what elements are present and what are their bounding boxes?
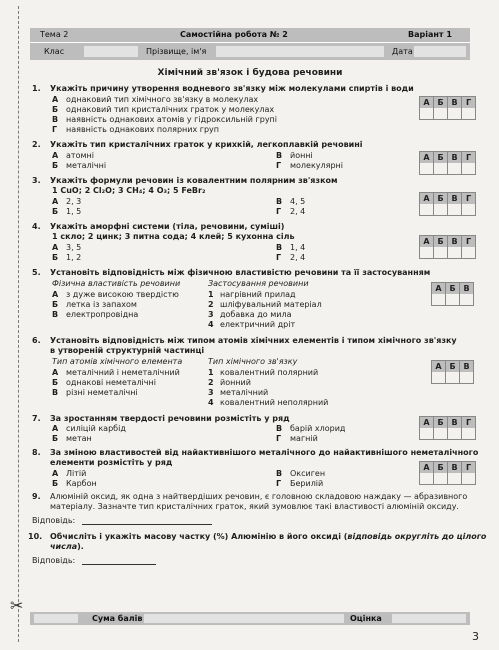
class-label: Клас	[44, 47, 65, 56]
page-title: Хімічний зв'язок і будова речовини	[157, 68, 343, 78]
answer-grid-q3[interactable]: А Б В Г	[419, 192, 475, 216]
question-number: 1.	[32, 84, 41, 93]
answer-grid-q2[interactable]: А Б В Г	[419, 151, 475, 175]
answer-grid-q8[interactable]: А Б В Г	[419, 461, 475, 485]
question-text: Укажіть причину утворення водневого зв'язку між молекулами спиртів і води	[50, 84, 414, 93]
scissors-icon: ✂	[10, 596, 24, 615]
theme-label: Тема 2	[40, 30, 69, 39]
grade-field[interactable]	[392, 614, 466, 623]
cut-line	[18, 6, 20, 642]
date-label: Дата	[392, 47, 413, 56]
header-bar	[30, 28, 470, 60]
footer-bar	[30, 612, 470, 625]
answer-grid-q1[interactable]: А Б В Г	[419, 96, 475, 120]
answer-grid-q4[interactable]: А Б В Г	[419, 235, 475, 259]
answer-grid-q6[interactable]: А Б В	[431, 360, 473, 384]
work-title: Самостійна робота № 2	[180, 30, 288, 39]
variant-label: Варіант 1	[408, 30, 452, 39]
grade-label: Оцінка	[350, 614, 382, 623]
answer-grid-q5[interactable]: А Б В	[431, 282, 473, 306]
q9-answer-field[interactable]	[82, 516, 212, 525]
q9-answer-label: Відповідь:	[32, 516, 76, 525]
sum-label: Сума балів	[92, 614, 143, 623]
class-field[interactable]	[84, 46, 138, 57]
date-field[interactable]	[414, 46, 466, 57]
name-field[interactable]	[216, 46, 384, 57]
sum-field[interactable]	[144, 614, 344, 623]
name-label: Прізвище, ім'я	[146, 47, 207, 56]
q10-answer-label: Відповідь:	[32, 556, 76, 565]
q10-answer-field[interactable]	[82, 556, 156, 565]
answer-grid-q7[interactable]: А Б В Г	[419, 416, 475, 440]
page-number: 3	[472, 630, 479, 643]
